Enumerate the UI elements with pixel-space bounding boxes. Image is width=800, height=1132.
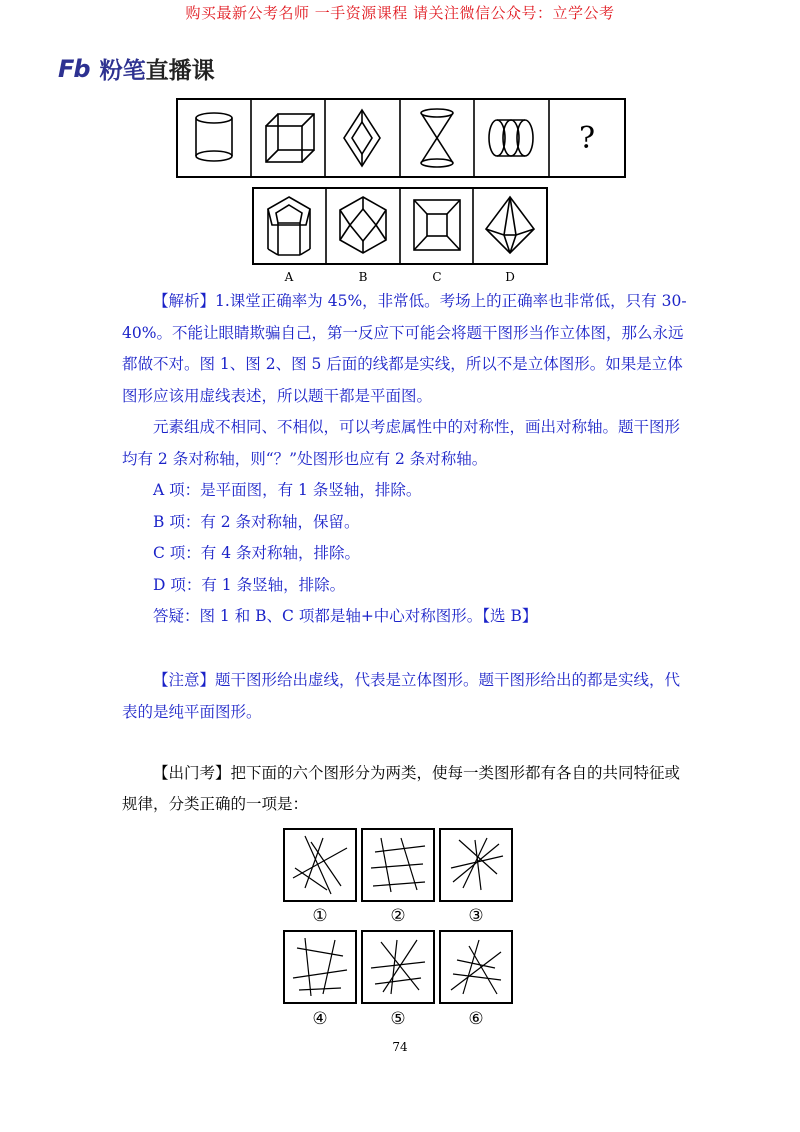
option-c-label: C xyxy=(432,270,442,284)
figure-2 xyxy=(362,829,434,901)
analysis-answer: 答疑：图 1 和 B、C 项都是轴+中心对称图形。【选 B】 xyxy=(153,607,538,625)
brand-logo: Fb xyxy=(58,54,90,83)
brand-name: 粉笔直播课 xyxy=(99,58,215,84)
figure-4-label: ④ xyxy=(312,1009,328,1029)
figure-3-label: ③ xyxy=(468,906,484,926)
option-b-label: B xyxy=(358,270,368,284)
question-block xyxy=(122,758,692,820)
question-mark: ? xyxy=(578,121,596,156)
six-figures-grid xyxy=(283,828,523,1033)
brand-header xyxy=(58,52,215,85)
figure-4 xyxy=(284,931,356,1003)
option-a-label: A xyxy=(284,270,294,284)
analysis-option-a: A 项：是平面图，有 1 条竖轴，排除。 xyxy=(153,481,422,499)
analysis-option-c: C 项：有 4 条对称轴，排除。 xyxy=(153,544,361,562)
figure-2-label: ② xyxy=(390,906,406,926)
top-banner: 购买最新公考名师 一手资源课程 请关注微信公众号：立学公考 xyxy=(185,4,615,22)
question-figure-row xyxy=(176,98,626,178)
figure-1-label: ① xyxy=(312,906,328,926)
question-text: 【出门考】把下面的六个图形分为两类，使每一类图形都有各自的共同特征或规律，分类正确的一项是： xyxy=(122,764,681,813)
analysis-paragraph-1: 【解析】1.课堂正确率为 45%，非常低。考场上的正确率也非常低，只有 30-40%。不能让眼睛欺骗自己，第一反应下可能会将题干图形当作立体图，那么永远都做不对。图 1、图 2、图 5 后面的线都是实线，所以不是立体图形。如果是立体图形应该用虚线表述，所以题干都是平面图。 xyxy=(122,292,687,405)
analysis-paragraph-2: 元素组成不相同、不相似，可以考虑属性中的对称性，画出对称轴。题干图形均有 2 条对称轴，则“？”处图形也应有 2 条对称轴。 xyxy=(122,418,681,468)
figure-1 xyxy=(284,829,356,901)
analysis-option-d: D 项：有 1 条竖轴，排除。 xyxy=(153,575,346,594)
figure-5 xyxy=(362,931,434,1003)
figure-3 xyxy=(440,829,512,901)
question-row-frame xyxy=(177,99,625,177)
figure-5-label: ⑤ xyxy=(390,1009,406,1029)
option-d-label: D xyxy=(505,270,515,284)
analysis-block xyxy=(122,286,692,633)
analysis-option-b: B 项：有 2 条对称轴，保留。 xyxy=(153,512,360,531)
figure-6 xyxy=(440,931,512,1003)
page-number: 74 xyxy=(392,1040,408,1054)
note-block xyxy=(122,665,692,728)
note-text: 【注意】题干图形给出虚线，代表是立体图形。题干图形给出的都是实线，代表的是纯平面图形。 xyxy=(122,671,681,721)
figure-6-label: ⑥ xyxy=(468,1009,484,1029)
options-figure-row xyxy=(252,187,548,287)
